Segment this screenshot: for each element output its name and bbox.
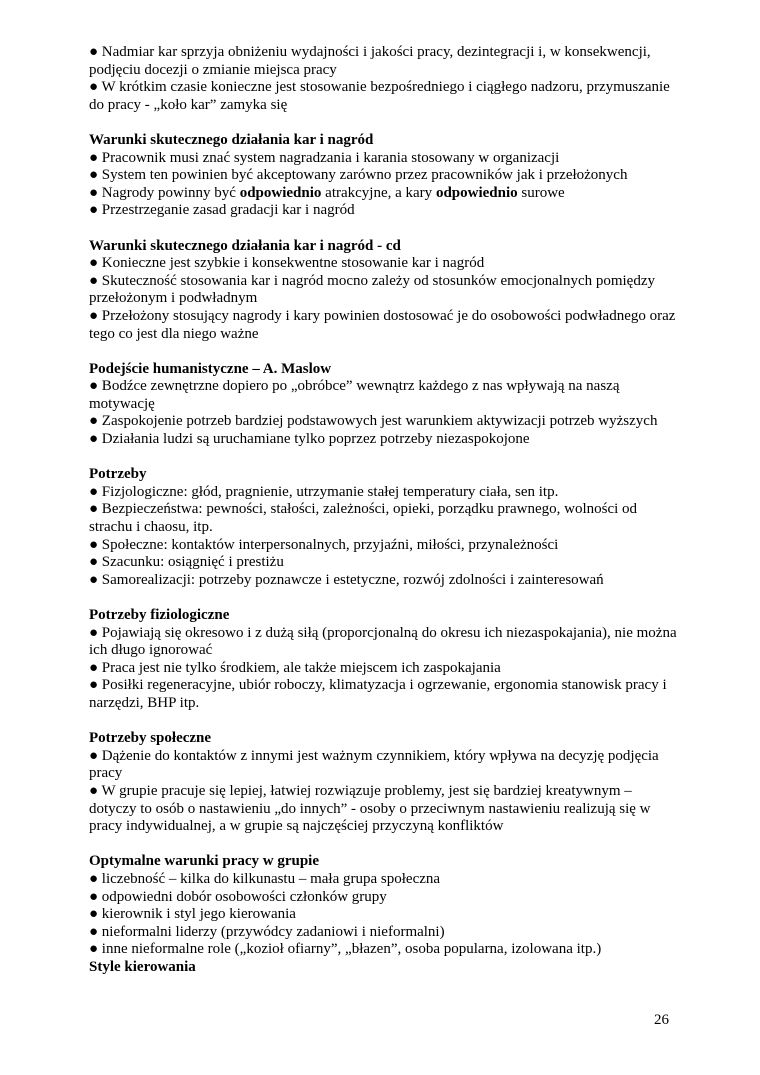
text-fragment: ● System ten powinien być akceptowany zarówno przez pracowników jak i przełożonych [89,167,628,184]
text-fragment: ● Nagrody powinny być [89,184,240,201]
section [89,853,679,959]
text-fragment: ● Konieczne jest szybkie i konsekwentne stosowanie kar i nagród [89,255,485,272]
text-fragment: surowe [517,184,565,201]
bullet-item [89,484,679,502]
section [89,132,679,220]
bullet-item [89,79,679,114]
section-heading: Optymalne warunki pracy w grupie [89,853,320,870]
bullet-item [89,924,679,942]
text-fragment: ● nieformalni liderzy (przywódcy zadaniowi i nieformalni) [89,923,445,940]
page-number: 26 [654,1012,669,1028]
bullet-item [89,185,679,203]
bullet-item [89,431,679,449]
bullet-item [89,44,679,79]
text-fragment: ● liczebność – kilka do kilkunastu – mała grupa społeczna [89,870,441,887]
bullet-item [89,255,679,273]
section [89,361,679,449]
text-fragment: ● Nadmiar kar sprzyja obniżeniu wydajności i jakości pracy, dezintegracji i, w konsekwencji, podjęciu docezji o zmianie miejsca pracy [89,44,651,78]
bullet-item [89,554,679,572]
text-fragment: ● Samorealizacji: potrzeby poznawcze i estetyczne, rozwój zdolności i zainteresowań [89,571,604,588]
section [89,607,679,713]
bullet-item [89,677,679,712]
bullet-item [89,413,679,431]
bullet-item [89,378,679,413]
bullet-item [89,871,679,889]
text-fragment: ● Bezpieczeństwa: pewności, stałości, zależności, opieki, porządku prawnego, wolności od strachu i chaosu, itp. [89,501,638,536]
text-fragment: ● odpowiedni dobór osobowości członków grupy [89,888,387,905]
section [89,44,679,114]
bullet-item [89,889,679,907]
section [89,238,679,344]
bullet-item [89,906,679,924]
section-heading: Podejście humanistyczne – A. Maslow [89,360,332,377]
text-fragment: ● W krótkim czasie konieczne jest stosowanie bezpośredniego i ciągłego nadzoru, przymuszanie do pracy - „koło kar” zamyka się [89,79,670,113]
section [89,730,679,836]
bullet-item [89,308,679,343]
bullet-item [89,941,679,959]
section-heading: Potrzeby fiziologiczne [89,607,230,623]
text-fragment: ● kierownik i styl jego kierowania [89,906,296,923]
page-content [89,44,679,976]
text-fragment: ● Działania ludzi są uruchamiane tylko poprzez potrzeby niezaspokojone [89,431,530,448]
bullet-item [89,167,679,185]
bullet-item [89,150,679,168]
section-heading-style-kierowania: Style kierowania [89,958,196,975]
text-fragment: ● Zaspokojenie potrzeb bardziej podstawowych jest warunkiem aktywizacji potrzeb wyższych [89,413,658,430]
section-heading: Potrzeby społeczne [89,730,212,747]
text-fragment: ● Dążenie do kontaktów z innymi jest ważnym czynnikiem, który wpływa na decyzję podjęcia pracy [89,747,659,782]
text-fragment: ● Bodźce zewnętrzne dopiero po „obróbce” wewnątrz każdego z nas wpływają na naszą motywację [89,378,620,412]
text-fragment: ● W grupie pracuje się lepiej, łatwiej rozwiązuje problemy, jest się bardziej kreatywnym – dotyczy to osób o nastawieniu „do innych” - osoby o przeciwnym nastawieniu realizują się w pracy indywidualnej, a w grupie są najczęściej przyczyną konfliktów [89,782,651,835]
section-heading: Potrzeby [89,466,147,483]
bullet-item [89,501,679,536]
text-fragment: atrakcyjne, a kary [321,184,436,201]
bullet-item [89,783,679,836]
text-fragment: ● Pracownik musi znać system nagradzania i karania stosowany w organizacji [89,149,560,166]
bullet-item [89,273,679,308]
bold-text: odpowiednio [435,184,518,201]
section [89,466,679,589]
bullet-item [89,537,679,555]
text-fragment: ● Fizjologiczne: głód, pragnienie, utrzymanie stałej temperatury ciała, sen itp. [89,483,559,500]
bullet-item [89,748,679,783]
text-fragment: ● Pojawiają się okresowo i z dużą siłą (proporcjonalną do okresu ich niezaspokajania), nie można ich długo ignorować [89,624,677,659]
text-fragment: ● inne nieformalne role („kozioł ofiarny”, „błazen”, osoba popularna, izolowana itp.) [89,941,602,958]
text-fragment: ● Posiłki regeneracyjne, ubiór roboczy, klimatyzacja i ogrzewanie, ergonomia stanowisk pracy i narzędzi, BHP itp. [89,677,667,711]
text-fragment: ● Przestrzeganie zasad gradacji kar i nagród [89,202,355,219]
text-fragment: ● Społeczne: kontaktów interpersonalnych, przyjaźni, miłości, przynależności [89,536,559,553]
text-fragment: ● Szacunku: osiągnięć i prestiżu [89,554,284,571]
text-fragment: ● Skuteczność stosowania kar i nagród mocno zależy od stosunków emocjonalnych pomiędzy przełożonym i podwładnym [89,272,656,307]
section-heading: Warunki skutecznego działania kar i nagród [89,131,374,148]
text-fragment: ● Przełożony stosujący nagrody i kary powinien dostosować je do osobowości podwładnego oraz tego co jest dla niego ważne [89,307,676,342]
text-fragment: ● Praca jest nie tylko środkiem, ale także miejscem ich zaspokajania [89,659,501,676]
bullet-item [89,660,679,678]
section-heading: Warunki skutecznego działania kar i nagród - cd [89,237,401,254]
bullet-item [89,572,679,590]
bold-text: odpowiednio [239,184,322,201]
bullet-item [89,202,679,220]
bullet-item [89,625,679,660]
